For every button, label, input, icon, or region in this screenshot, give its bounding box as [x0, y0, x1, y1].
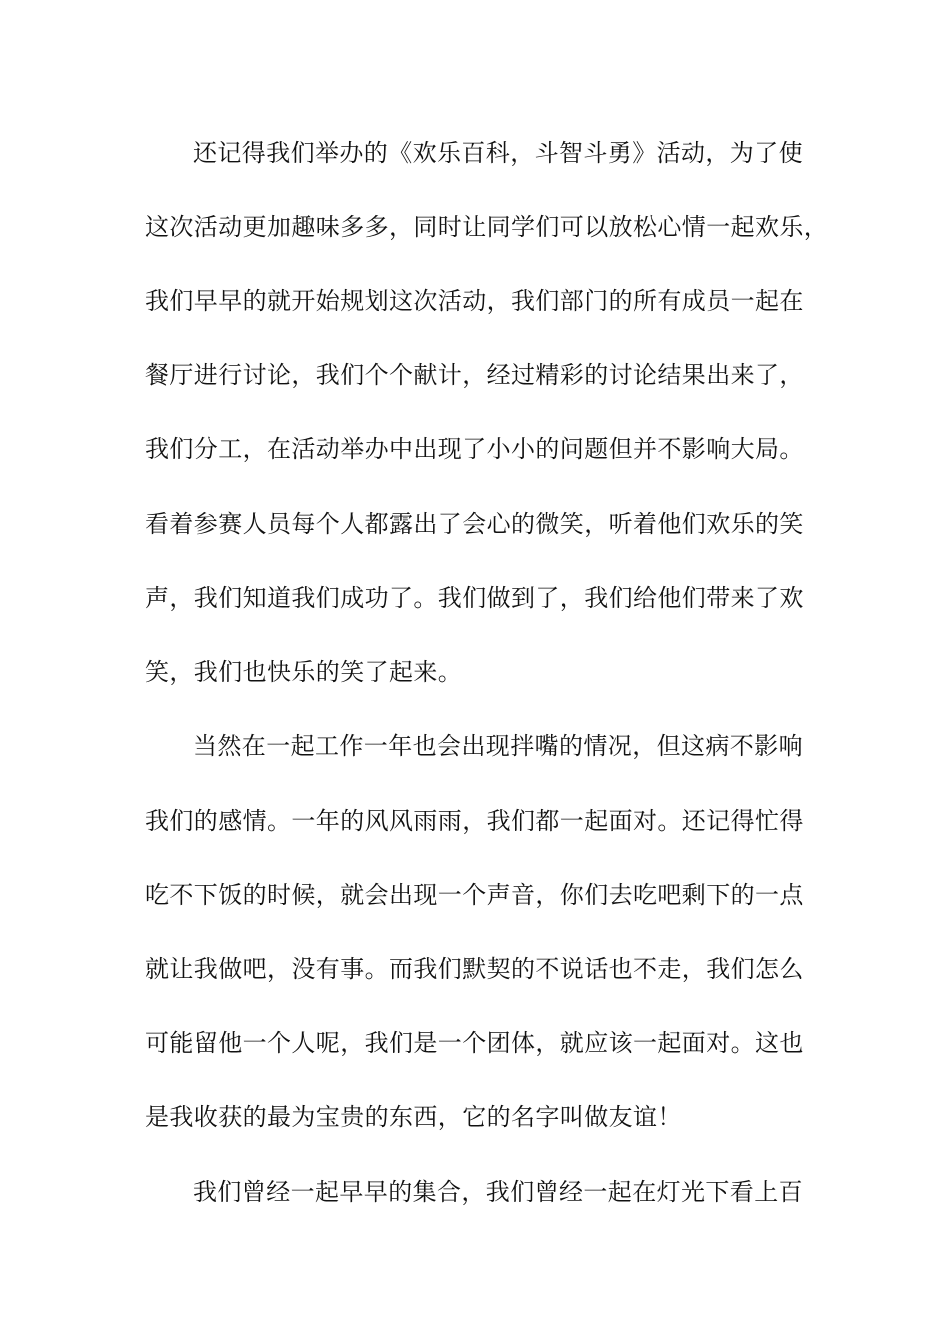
paragraph-2-line-6: 是我收获的最为宝贵的东西，它的名字叫做友谊！ [145, 1103, 682, 1131]
paragraph-2-line-1: 当然在一起工作一年也会出现拌嘴的情况，但这病不影响 [193, 732, 803, 760]
paragraph-2-line-4: 就让我做吧，没有事。而我们默契的不说话也不走，我们怎么 [145, 955, 804, 983]
paragraph-1-line-5: 我们分工，在活动举办中出现了小小的问题但并不影响大局。 [145, 435, 804, 463]
paragraph-2-line-5: 可能留他一个人呢，我们是一个团体，就应该一起面对。这也 [145, 1029, 804, 1057]
paragraph-1-line-7: 声，我们知道我们成功了。我们做到了，我们给他们带来了欢 [145, 584, 804, 612]
paragraph-3-line-1: 我们曾经一起早早的集合，我们曾经一起在灯光下看上百 [193, 1178, 803, 1206]
paragraph-1-line-1: 还记得我们举办的《欢乐百科，斗智斗勇》活动，为了使 [193, 139, 803, 167]
paragraph-1-line-2: 这次活动更加趣味多多，同时让同学们可以放松心情一起欢乐， [145, 213, 829, 241]
paragraph-1-line-3: 我们早早的就开始规划这次活动，我们部门的所有成员一起在 [145, 287, 804, 315]
paragraph-2-line-3: 吃不下饭的时候，就会出现一个声音，你们去吃吧剩下的一点 [145, 881, 804, 909]
paragraph-1-line-4: 餐厅进行讨论，我们个个献计，经过精彩的讨论结果出来了， [145, 361, 804, 389]
paragraph-2-line-2: 我们的感情。一年的风风雨雨，我们都一起面对。还记得忙得 [145, 807, 804, 835]
paragraph-1-line-8: 笑，我们也快乐的笑了起来。 [145, 658, 463, 686]
paragraph-1-line-6: 看着参赛人员每个人都露出了会心的微笑，听着他们欢乐的笑 [145, 510, 804, 538]
